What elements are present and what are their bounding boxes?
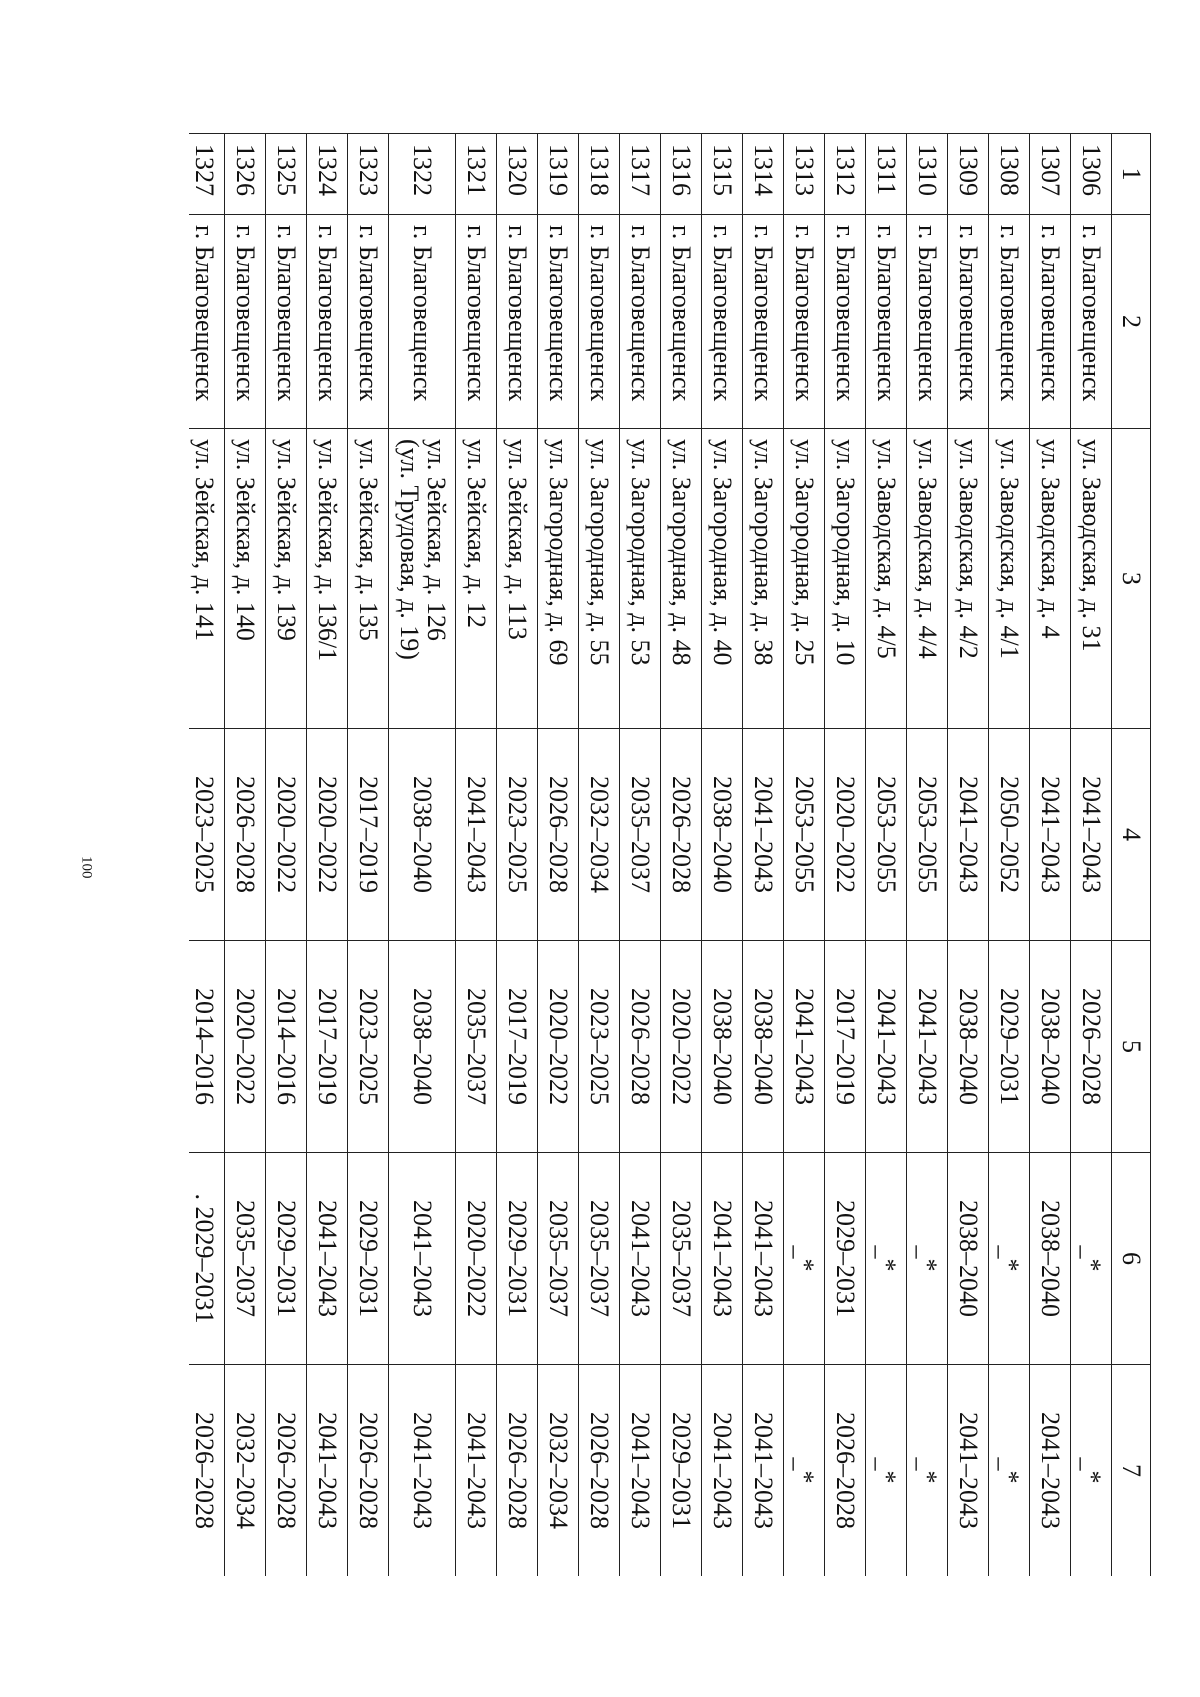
address-cell: ул. Заводская, д. 4/1: [989, 429, 1030, 729]
city-cell: г. Благовещенск: [1071, 215, 1112, 429]
address-cell: ул. Зейская, д. 135: [348, 429, 389, 729]
header-row: [1112, 134, 1151, 1577]
table-row: [743, 134, 784, 1577]
row-number-cell: 1310: [907, 134, 948, 215]
address-line: ул. Зейская, д. 126: [421, 439, 451, 641]
period-cell-5: 2038–2040: [702, 941, 743, 1153]
period-cell-5: 2020–2022: [661, 941, 702, 1153]
period-cell-5: 2038–2040: [1030, 941, 1071, 1153]
period-cell-5: 2029–2031: [989, 941, 1030, 1153]
period-cell-6: . 2029–2031: [189, 1153, 225, 1365]
city-cell: г. Благовещенск: [620, 215, 661, 429]
period-cell-5: 2017–2019: [825, 941, 866, 1153]
rotated-table-frame: [189, 133, 1151, 1576]
period-cell-5: 2038–2040: [743, 941, 784, 1153]
city-cell: г. Благовещенск: [225, 215, 266, 429]
period-cell-4: 2038–2040: [389, 729, 456, 941]
period-cell-7: 2041–2043: [307, 1365, 348, 1577]
address-cell: ул. Загородная, д. 55: [579, 429, 620, 729]
period-cell-7: 2026–2028: [579, 1365, 620, 1577]
row-number-cell: 1320: [497, 134, 538, 215]
header-cell-3: 3: [1112, 429, 1151, 729]
period-cell-7: 2026–2028: [348, 1365, 389, 1577]
period-cell-5: 2014–2016: [266, 941, 307, 1153]
period-cell-5: 2017–2019: [307, 941, 348, 1153]
period-cell-6: 2035–2037: [579, 1153, 620, 1365]
period-cell-4: 2026–2028: [225, 729, 266, 941]
period-cell-5: 2035–2037: [456, 941, 497, 1153]
period-cell-6: 2038–2040: [948, 1153, 989, 1365]
address-cell: ул. Загородная, д. 48: [661, 429, 702, 729]
period-cell-4: 2026–2028: [538, 729, 579, 941]
table-row: [825, 134, 866, 1577]
table-row: [866, 134, 907, 1577]
period-cell-4: 2020–2022: [307, 729, 348, 941]
address-cell: ул. Зейская, д. 141: [189, 429, 225, 729]
period-cell-6: _*: [784, 1153, 825, 1365]
address-cell: ул. Заводская, д. 31: [1071, 429, 1112, 729]
period-cell-5: 2017–2019: [497, 941, 538, 1153]
period-cell-6: 2035–2037: [538, 1153, 579, 1365]
period-cell-6: _*: [1071, 1153, 1112, 1365]
row-number-cell: 1315: [702, 134, 743, 215]
period-cell-5: 2023–2025: [348, 941, 389, 1153]
table-row: [948, 134, 989, 1577]
table-row: [784, 134, 825, 1577]
period-cell-4: 2041–2043: [948, 729, 989, 941]
period-cell-7: 2041–2043: [389, 1365, 456, 1577]
period-cell-6: 2020–2022: [456, 1153, 497, 1365]
period-cell-4: 2041–2043: [1030, 729, 1071, 941]
period-cell-4: 2050–2052: [989, 729, 1030, 941]
city-cell: г. Благовещенск: [784, 215, 825, 429]
period-cell-5: 2041–2043: [907, 941, 948, 1153]
address-cell: ул. Загородная, д. 40: [702, 429, 743, 729]
period-cell-7: _*: [1071, 1365, 1112, 1577]
table-body: [189, 134, 1112, 1577]
address-cell: ул. Заводская, д. 4/5: [866, 429, 907, 729]
period-cell-4: 2026–2028: [661, 729, 702, 941]
period-cell-4: 2017–2019: [348, 729, 389, 941]
period-cell-7: 2029–2031: [661, 1365, 702, 1577]
period-cell-7: _*: [866, 1365, 907, 1577]
period-cell-7: 2026–2028: [497, 1365, 538, 1577]
period-cell-4: 2023–2025: [189, 729, 225, 941]
period-cell-6: _*: [907, 1153, 948, 1365]
city-cell: г. Благовещенск: [307, 215, 348, 429]
period-cell-6: 2041–2043: [620, 1153, 661, 1365]
period-cell-7: 2041–2043: [1030, 1365, 1071, 1577]
address-cell: ул. Загородная, д. 10: [825, 429, 866, 729]
table-row: [661, 134, 702, 1577]
header-cell-6: 6: [1112, 1153, 1151, 1365]
period-cell-4: 2038–2040: [702, 729, 743, 941]
table-container: [189, 133, 1151, 1576]
period-cell-4: 2053–2055: [784, 729, 825, 941]
address-cell: ул. Загородная, д. 69: [538, 429, 579, 729]
period-cell-5: 2038–2040: [389, 941, 456, 1153]
row-number-cell: 1314: [743, 134, 784, 215]
table-row: [456, 134, 497, 1577]
row-number-cell: 1326: [225, 134, 266, 215]
period-cell-5: 2014–2016: [189, 941, 225, 1153]
row-number-cell: 1316: [661, 134, 702, 215]
period-cell-7: 2026–2028: [266, 1365, 307, 1577]
period-cell-7: 2041–2043: [948, 1365, 989, 1577]
table-row: [307, 134, 348, 1577]
city-cell: г. Благовещенск: [189, 215, 225, 429]
address-cell: ул. Зейская, д. 113: [497, 429, 538, 729]
period-cell-6: _*: [989, 1153, 1030, 1365]
header-cell-5: 5: [1112, 941, 1151, 1153]
table-row: [348, 134, 389, 1577]
table-row: [389, 134, 456, 1577]
address-cell: [389, 429, 456, 729]
period-cell-6: _*: [866, 1153, 907, 1365]
table-row: [189, 134, 225, 1577]
table-row: [907, 134, 948, 1577]
period-cell-7: _*: [784, 1365, 825, 1577]
city-cell: г. Благовещенск: [661, 215, 702, 429]
table-row: [1071, 134, 1112, 1577]
city-cell: г. Благовещенск: [825, 215, 866, 429]
period-cell-6: 2041–2043: [389, 1153, 456, 1365]
address-cell: ул. Загородная, д. 53: [620, 429, 661, 729]
row-number-cell: 1317: [620, 134, 661, 215]
city-cell: г. Благовещенск: [456, 215, 497, 429]
table-row: [1030, 134, 1071, 1577]
city-cell: г. Благовещенск: [1030, 215, 1071, 429]
period-cell-4: 2023–2025: [497, 729, 538, 941]
city-cell: г. Благовещенск: [948, 215, 989, 429]
period-cell-6: 2029–2031: [497, 1153, 538, 1365]
period-cell-4: 2041–2043: [1071, 729, 1112, 941]
header-cell-4: 4: [1112, 729, 1151, 941]
address-cell: ул. Загородная, д. 38: [743, 429, 784, 729]
row-number-cell: 1306: [1071, 134, 1112, 215]
address-cell: ул. Заводская, д. 4/2: [948, 429, 989, 729]
address-cell: ул. Зейская, д. 12: [456, 429, 497, 729]
header-cell-2: 2: [1112, 215, 1151, 429]
period-cell-7: _*: [989, 1365, 1030, 1577]
period-cell-7: 2032–2034: [538, 1365, 579, 1577]
row-number-cell: 1325: [266, 134, 307, 215]
table-row: [620, 134, 661, 1577]
row-number-cell: 1308: [989, 134, 1030, 215]
period-cell-5: 2038–2040: [948, 941, 989, 1153]
period-cell-6: 2041–2043: [743, 1153, 784, 1365]
row-number-cell: 1312: [825, 134, 866, 215]
period-cell-5: 2026–2028: [620, 941, 661, 1153]
table-row: [579, 134, 620, 1577]
period-cell-4: 2041–2043: [743, 729, 784, 941]
period-cell-6: 2035–2037: [661, 1153, 702, 1365]
address-cell: ул. Заводская, д. 4/4: [907, 429, 948, 729]
period-cell-4: 2053–2055: [866, 729, 907, 941]
period-cell-5: 2020–2022: [538, 941, 579, 1153]
row-number-cell: 1318: [579, 134, 620, 215]
table-row: [989, 134, 1030, 1577]
table-row: [225, 134, 266, 1577]
period-cell-7: 2041–2043: [620, 1365, 661, 1577]
period-cell-7: _*: [907, 1365, 948, 1577]
row-number-cell: 1322: [389, 134, 456, 215]
address-cell: ул. Загородная, д. 25: [784, 429, 825, 729]
period-cell-5: 2023–2025: [579, 941, 620, 1153]
city-cell: г. Благовещенск: [266, 215, 307, 429]
row-number-cell: 1327: [189, 134, 225, 215]
period-cell-7: 2026–2028: [189, 1365, 225, 1577]
period-cell-7: 2041–2043: [702, 1365, 743, 1577]
address-cell: ул. Зейская, д. 136/1: [307, 429, 348, 729]
city-cell: г. Благовещенск: [497, 215, 538, 429]
register-table: [189, 133, 1151, 1576]
city-cell: г. Благовещенск: [389, 215, 456, 429]
period-cell-4: 2020–2022: [825, 729, 866, 941]
address-cell: ул. Заводская, д. 4: [1030, 429, 1071, 729]
table-row: [497, 134, 538, 1577]
period-cell-6: 2029–2031: [348, 1153, 389, 1365]
period-cell-5: 2041–2043: [866, 941, 907, 1153]
row-number-cell: 1309: [948, 134, 989, 215]
period-cell-6: 2029–2031: [825, 1153, 866, 1365]
city-cell: г. Благовещенск: [579, 215, 620, 429]
period-cell-7: 2041–2043: [456, 1365, 497, 1577]
row-number-cell: 1324: [307, 134, 348, 215]
address-line-secondary: (ул. Трудовая, д. 19): [395, 439, 424, 660]
period-cell-6: 2038–2040: [1030, 1153, 1071, 1365]
period-cell-6: 2041–2043: [307, 1153, 348, 1365]
period-cell-5: 2026–2028: [1071, 941, 1112, 1153]
period-cell-4: 2020–2022: [266, 729, 307, 941]
page-number: 100: [78, 856, 95, 879]
table-row: [266, 134, 307, 1577]
period-cell-6: 2029–2031: [266, 1153, 307, 1365]
period-cell-5: 2041–2043: [784, 941, 825, 1153]
period-cell-4: 2053–2055: [907, 729, 948, 941]
address-cell: ул. Зейская, д. 140: [225, 429, 266, 729]
city-cell: г. Благовещенск: [743, 215, 784, 429]
city-cell: г. Благовещенск: [989, 215, 1030, 429]
table-row: [702, 134, 743, 1577]
city-cell: г. Благовещенск: [907, 215, 948, 429]
city-cell: г. Благовещенск: [348, 215, 389, 429]
period-cell-4: 2041–2043: [456, 729, 497, 941]
city-cell: г. Благовещенск: [702, 215, 743, 429]
row-number-cell: 1319: [538, 134, 579, 215]
period-cell-5: 2020–2022: [225, 941, 266, 1153]
row-number-cell: 1313: [784, 134, 825, 215]
row-number-cell: 1321: [456, 134, 497, 215]
period-cell-6: 2041–2043: [702, 1153, 743, 1365]
period-cell-7: 2032–2034: [225, 1365, 266, 1577]
period-cell-4: 2035–2037: [620, 729, 661, 941]
address-cell: ул. Зейская, д. 139: [266, 429, 307, 729]
city-cell: г. Благовещенск: [538, 215, 579, 429]
row-number-cell: 1323: [348, 134, 389, 215]
row-number-cell: 1311: [866, 134, 907, 215]
period-cell-6: 2035–2037: [225, 1153, 266, 1365]
header-cell-1: 1: [1112, 134, 1151, 215]
period-cell-7: 2041–2043: [743, 1365, 784, 1577]
period-cell-7: 2026–2028: [825, 1365, 866, 1577]
header-cell-7: 7: [1112, 1365, 1151, 1577]
period-cell-4: 2032–2034: [579, 729, 620, 941]
table-row: [538, 134, 579, 1577]
row-number-cell: 1307: [1030, 134, 1071, 215]
city-cell: г. Благовещенск: [866, 215, 907, 429]
